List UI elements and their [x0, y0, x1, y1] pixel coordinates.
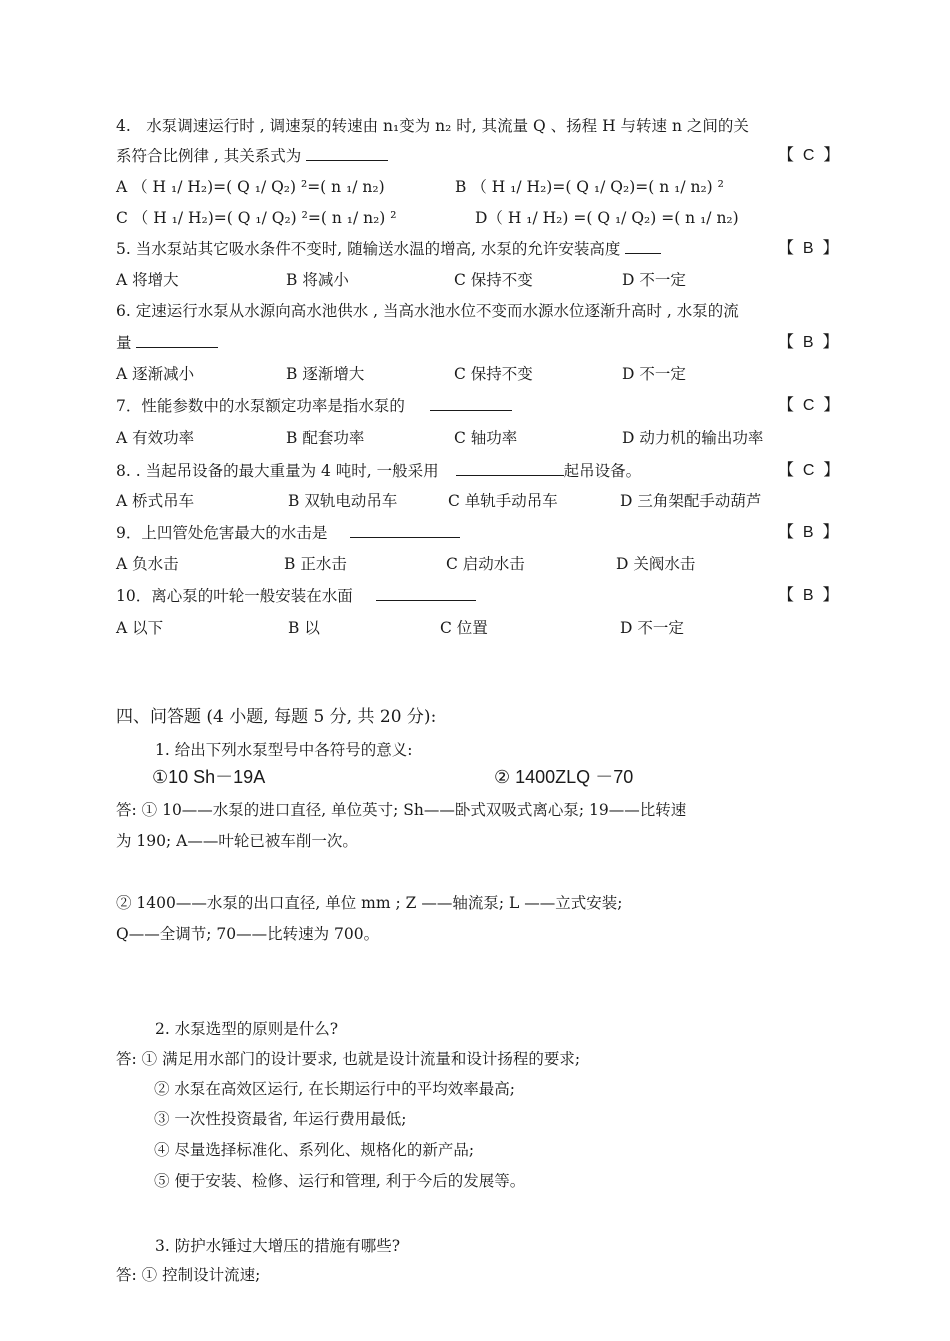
q8-option-b: B 双轨电动吊车 — [288, 492, 398, 510]
q7-option-d: D 动力机的输出功率 — [622, 429, 764, 447]
q5-option-d: D 不一定 — [622, 271, 686, 289]
q5-answer: 【 B 】 — [778, 240, 839, 257]
q6-option-d: D 不一定 — [622, 365, 686, 383]
q5-blank — [625, 239, 661, 254]
q6-blank — [136, 333, 218, 348]
s4-q1-model1: ①10 Sh－19A — [152, 767, 266, 787]
q4-stem-line1: 4. 水泵调速运行时 , 调速泵的转速由 n₁变为 n₂ 时, 其流量 Q 、扬程 H 与转速 n 之间的关 — [116, 117, 749, 135]
q6-stem-text: 量 — [116, 334, 132, 352]
q10-option-b: B 以 — [288, 619, 320, 637]
s4-q1-ans1-line1: 答: ① 10——水泵的进口直径, 单位英寸; Sh——卧式双吸式离心泵; 19——比转速 — [116, 801, 687, 819]
q9-option-d: D 关阀水击 — [616, 555, 696, 573]
q5-stem-text: 5. 当水泵站其它吸水条件不变时, 随输送水温的增高, 水泵的允许安装高度 — [116, 240, 621, 258]
q4-option-c: C （ H ₁/ H₂)=( Q ₁/ Q₂) ²=( n ₁/ n₂) ² — [116, 209, 397, 227]
q10-stem-text: 10．离心泵的叶轮一般安装在水面 — [116, 587, 353, 605]
q4-option-d: D（ H ₁/ H₂) =( Q ₁/ Q₂) =( n ₁/ n₂) — [475, 209, 739, 227]
q8-option-c: C 单轨手动吊车 — [448, 492, 558, 510]
q9-stem-text: 9．上凹管处危害最大的水击是 — [116, 524, 328, 542]
q8-option-a: A 桥式吊车 — [116, 492, 195, 510]
q8-option-d: D 三角架配手动葫芦 — [620, 492, 762, 510]
q7-option-b: B 配套功率 — [286, 429, 365, 447]
s4-q1-prompt: 1. 给出下列水泵型号中各符号的意义: — [155, 741, 413, 759]
q9-stem-line1 — [116, 523, 460, 543]
section4-title: 四、问答题 (4 小题, 每题 5 分, 共 20 分): — [116, 707, 437, 727]
q4-option-a: A （ H ₁/ H₂)=( Q ₁/ Q₂) ²=( n ₁/ n₂) — [116, 178, 385, 196]
q5-stem-line1 — [116, 239, 661, 259]
q4-answer: 【 C 】 — [778, 147, 840, 164]
q10-option-d: D 不一定 — [620, 619, 684, 637]
q10-blank — [376, 586, 476, 601]
q9-option-a: A 负水击 — [116, 555, 179, 573]
q5-option-c: C 保持不变 — [454, 271, 533, 289]
q5-option-b: B 将减小 — [286, 271, 349, 289]
s4-q2-answer-1: 答: ① 满足用水部门的设计要求, 也就是设计流量和设计扬程的要求; — [116, 1050, 581, 1068]
q10-stem-line1 — [116, 586, 476, 606]
q7-option-c: C 轴功率 — [454, 429, 518, 447]
q9-option-c: C 启动水击 — [446, 555, 525, 573]
q6-stem-line1: 6. 定速运行水泵从水源向高水池供水 , 当高水池水位不变而水源水位逐渐升高时 , 水泵的流 — [116, 302, 739, 320]
s4-q1-ans2-line2: Q——全调节; 70——比转速为 700。 — [116, 925, 380, 943]
q4-option-b: B （ H ₁/ H₂)=( Q ₁/ Q₂)=( n ₁/ n₂) ² — [455, 178, 724, 196]
s4-q1-model2: ② 1400ZLQ －70 — [494, 767, 634, 787]
s4-q2-answer-5: ⑤ 便于安装、检修、运行和管理, 利于今后的发展等。 — [154, 1172, 526, 1190]
q6-stem-line2 — [116, 333, 218, 353]
s4-q1-ans1-line2: 为 190; A——叶轮已被车削一次。 — [116, 832, 358, 850]
q7-answer: 【 C 】 — [778, 397, 840, 414]
q9-blank — [350, 523, 460, 538]
q8-stem-line1 — [116, 461, 641, 481]
q5-option-a: A 将增大 — [116, 271, 179, 289]
q9-option-b: B 正水击 — [284, 555, 347, 573]
s4-q2-answer-2: ② 水泵在高效区运行, 在长期运行中的平均效率最高; — [154, 1080, 516, 1098]
q6-answer: 【 B 】 — [778, 334, 839, 351]
q7-stem-text: 7．性能参数中的水泵额定功率是指水泵的 — [116, 397, 405, 415]
s4-q2-prompt: 2. 水泵选型的原则是什么? — [155, 1020, 339, 1038]
q6-option-b: B 逐渐增大 — [286, 365, 365, 383]
q8-stem-tail: 起吊设备。 — [563, 462, 642, 480]
q6-option-a: A 逐渐减小 — [116, 365, 195, 383]
s4-q3-prompt: 3. 防护水锤过大增压的措施有哪些? — [155, 1237, 401, 1255]
s4-q2-answer-4: ④ 尽量选择标准化、系列化、规格化的新产品; — [154, 1141, 475, 1159]
s4-q3-answer-1: 答: ① 控制设计流速; — [116, 1266, 261, 1284]
s4-q1-ans2-line1: ② 1400——水泵的出口直径, 单位 mm ; Z ——轴流泵; L ——立式安装; — [116, 894, 623, 912]
q10-answer: 【 B 】 — [778, 587, 839, 604]
q10-option-a: A 以下 — [116, 619, 164, 637]
q9-answer: 【 B 】 — [778, 524, 839, 541]
q8-stem-text: 8. . 当起吊设备的最大重量为 4 吨时, 一般采用 — [116, 462, 439, 480]
q7-stem-line1 — [116, 396, 512, 416]
q8-blank — [456, 461, 564, 476]
s4-q2-answer-3: ③ 一次性投资最省, 年运行费用最低; — [154, 1110, 407, 1128]
q7-option-a: A 有效功率 — [116, 429, 195, 447]
q4-stem-line2 — [116, 146, 388, 166]
q10-option-c: C 位置 — [440, 619, 488, 637]
q4-stem-text: 系符合比例律 , 其关系式为 — [116, 147, 302, 165]
q8-answer: 【 C 】 — [778, 462, 840, 479]
q7-blank — [430, 396, 512, 411]
q4-blank — [306, 146, 388, 161]
q6-option-c: C 保持不变 — [454, 365, 533, 383]
